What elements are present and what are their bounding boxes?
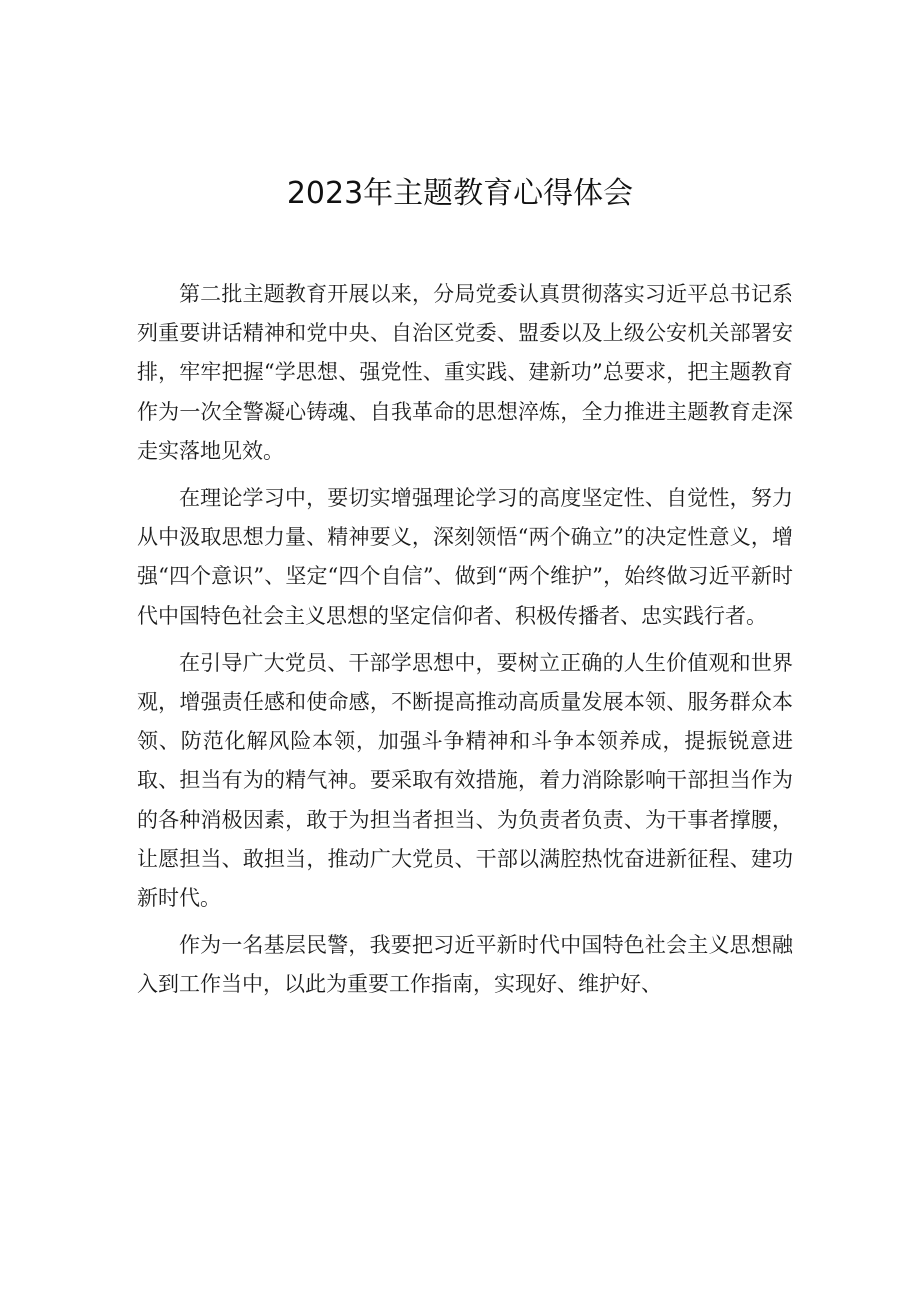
paragraph-2: 在理论学习中，要切实增强理论学习的高度坚定性、自觉性，努力从中汲取思想力量、精神要义，深刻领悟“两个确立”的决定性意义，增强“四个意识”、坚定“四个自信”、做到“两个维护”，始终做习近平新时代中国特色社会主义思想的坚定信仰者、积极传播者、忠实践行者。 (137, 486, 793, 628)
paragraph-3: 在引导广大党员、干部学思想中，要树立正确的人生价值观和世界观，增强责任感和使命感，不断提高推动高质量发展本领、服务群众本领、防范化解风险本领，加强斗争精神和斗争本领养成，提振锐意进取、担当有为的精气神。要采取有效措施，着力消除影响干部担当作为的各种消极因素，敢于为担当者担当、为负责者负责、为干事者撑腰，让愿担当、敢担当，推动广大党员、干部以满腔热忱奋进新征程、建功新时代。 (137, 650, 793, 911)
document-body (137, 275, 793, 1013)
document-title: 2023年主题教育心得体会 (286, 176, 634, 211)
paragraph-1: 第二批主题教育开展以来，分局党委认真贯彻落实习近平总书记系列重要讲话精神和党中央、自治区党委、盟委以及上级公安机关部署安排，牢牢把握“学思想、强党性、重实践、建新功”总要求，把主题教育作为一次全警凝心铸魂、自我革命的思想淬炼，全力推进主题教育走深走实落地见效。 (137, 282, 793, 463)
paragraph-4: 作为一名基层民警，我要把习近平新时代中国特色社会主义思想融入到工作当中，以此为重要工作指南，实现好、维护好、 (137, 933, 793, 997)
